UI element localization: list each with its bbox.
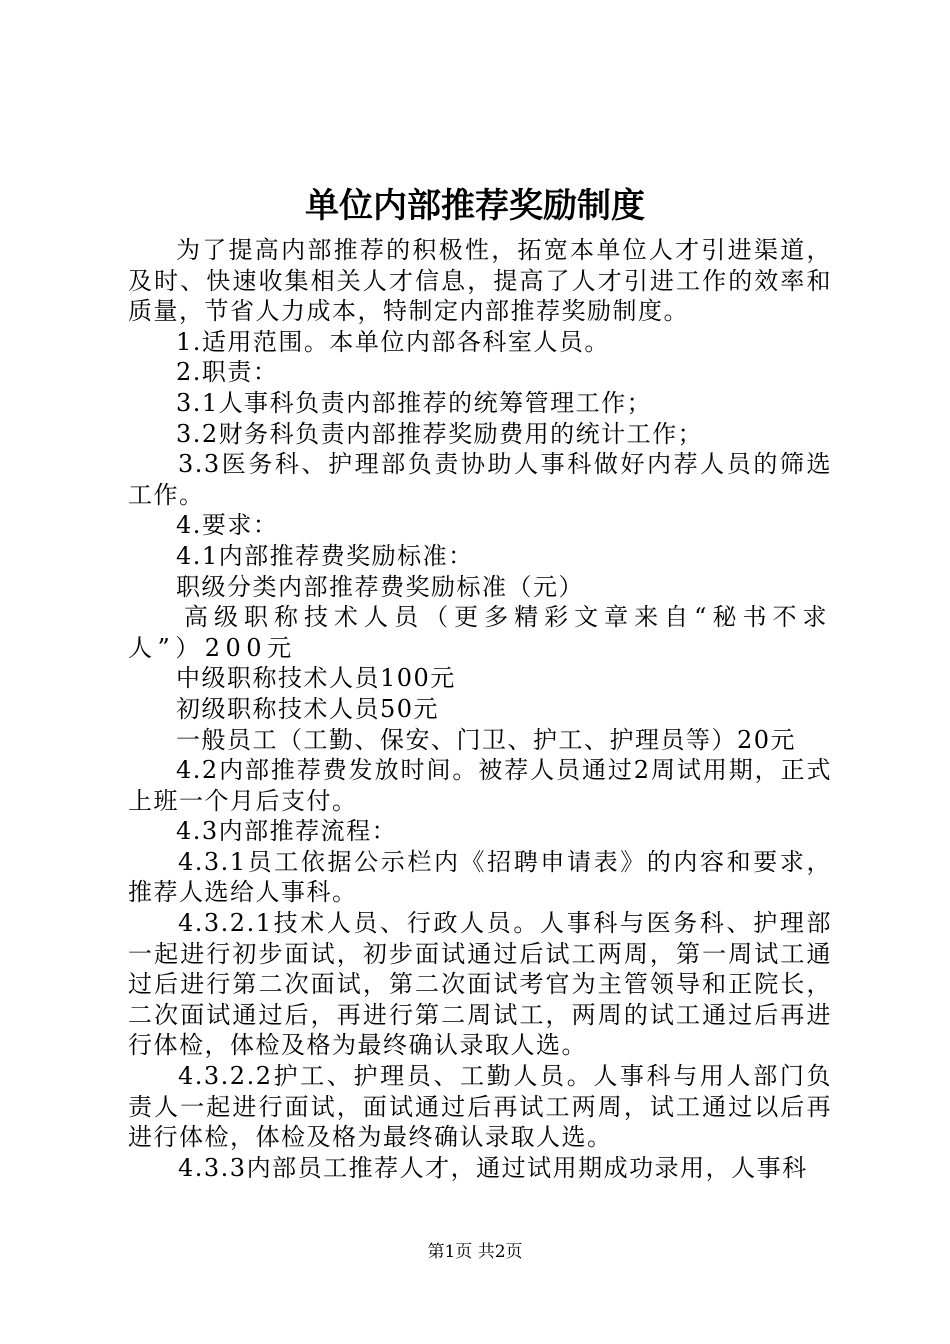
paragraph-process-4-3-2-1: 4.3.2.1技术人员、行政人员。人事科与医务科、护理部一起进行初步面试，初步面试通过后试工两周，第一周试工通过后进行第二次面试，第二次面试考官为主管领导和正院长，二次面试通过后，再进行第二周试工，两周的试工通过后再进行体检，体检及格为最终确认录取人选。 [128, 909, 832, 1060]
paragraph-reward-table-heading: 职级分类内部推荐费奖励标准（元） [176, 572, 584, 601]
paragraph-reward-senior: 高级职称技术人员（更多精彩文章来自“秘书不求人”）200元 [128, 603, 832, 662]
document-title: 单位内部推荐奖励制度 [305, 186, 645, 226]
paragraph-duty-3-2: 3.2财务科负责内部推荐奖励费用的统计工作； [176, 419, 704, 448]
paragraph-payment-time: 4.2内部推荐费发放时间。被荐人员通过2周试用期，正式上班一个月后支付。 [128, 756, 832, 815]
paragraph-duty-3-3: 3.3医务科、护理部负责协助人事科做好内荐人员的筛选工作。 [128, 450, 832, 509]
paragraph-reward-intermediate: 中级职称技术人员100元 [176, 664, 456, 693]
paragraph-duty-3-1: 3.1人事科负责内部推荐的统筹管理工作； [176, 388, 653, 417]
paragraph-requirements: 4.要求： [176, 511, 279, 540]
paragraph-duties: 2.职责： [176, 358, 279, 387]
paragraph-reward-general: 一般员工（工勤、保安、门卫、护工、护理员等）20元 [176, 725, 797, 754]
paragraph-process: 4.3内部推荐流程： [176, 817, 398, 846]
paragraph-process-4-3-2-2: 4.3.2.2护工、护理员、工勤人员。人事科与用人部门负责人一起进行面试，面试通过后再试工两周，试工通过以后再进行体检，体检及格为最终确认录取人选。 [128, 1062, 832, 1152]
paragraph-process-4-3-3: 4.3.3内部员工推荐人才，通过试用期成功录用，人事科 [178, 1153, 808, 1182]
document-body [128, 235, 832, 1183]
page-footer: 第1页 共2页 [427, 1242, 523, 1262]
paragraph-process-4-3-1: 4.3.1员工依据公示栏内《招聘申请表》的内容和要求，推荐人选给人事科。 [128, 847, 832, 907]
paragraph-reward-standard: 4.1内部推荐费奖励标准： [176, 541, 474, 570]
paragraph-reward-junior: 初级职称技术人员50元 [176, 694, 440, 723]
paragraph-scope: 1.适用范围。本单位内部各科室人员。 [176, 327, 610, 356]
paragraph-intro: 为了提高内部推荐的积极性，拓宽本单位人才引进渠道，及时、快速收集相关人才信息，提高了人才引进工作的效率和质量，节省人力成本，特制定内部推荐奖励制度。 [128, 236, 832, 326]
